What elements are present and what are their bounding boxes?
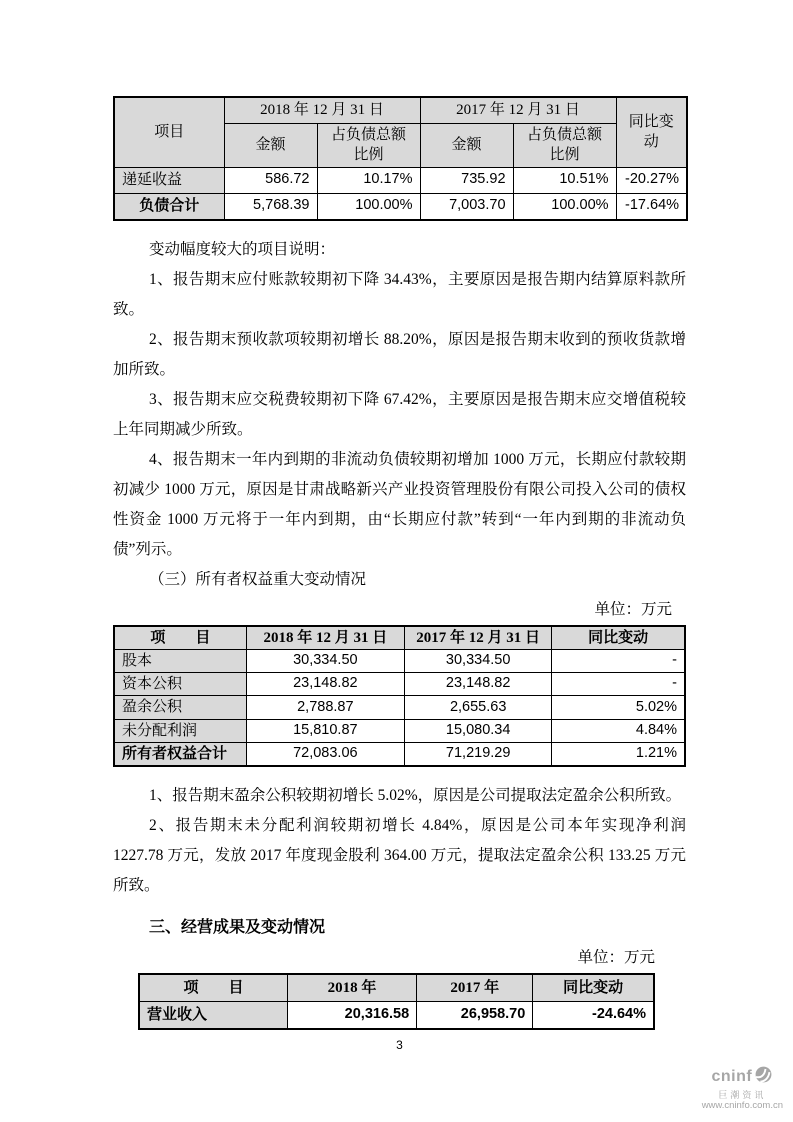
cell-amount-2018: 5,768.39 bbox=[224, 193, 317, 220]
cell-item: 未分配利润 bbox=[114, 719, 246, 742]
cell-yoy: -20.27% bbox=[616, 167, 687, 193]
liabilities-table bbox=[113, 96, 688, 221]
note-paragraph: 3、报告期末应交税费较期初下降 67.42%，主要原因是报告期末应交增值税较上年同期减少所致。 bbox=[113, 390, 686, 438]
header-period-2017: 2017 年 12 月 31 日 bbox=[420, 97, 616, 124]
header-yoy: 同比变动 bbox=[552, 626, 685, 650]
cninfo-logo-caption: 巨潮资讯 bbox=[718, 1089, 767, 1100]
notes-intro: 变动幅度较大的项目说明： bbox=[149, 240, 336, 258]
note-paragraph: 1、报告期末盈余公积较期初增长 5.02%，原因是公司提取法定盈余公积所致。 bbox=[149, 787, 682, 804]
note-paragraph: 4、报告期末一年内到期的非流动负债较期初增加 1000 万元，长期应付款较期初减少 1000 万元，原因是甘肃战略新兴产业投资管理股份有限公司投入公司的债权性资金 1000 万元将于一年内到期，由“长期应付款”转到“一年内到期的非流动负债”列示。 bbox=[113, 450, 686, 558]
cell-item: 盈余公积 bbox=[114, 696, 246, 719]
cell-yoy: 5.02% bbox=[552, 696, 685, 719]
cell-ratio-2017: 100.00% bbox=[513, 193, 616, 220]
table-row bbox=[114, 719, 685, 742]
cell-2018: 2,788.87 bbox=[246, 696, 404, 719]
cell-amount-2018: 586.72 bbox=[224, 167, 317, 193]
cell-yoy: - bbox=[552, 673, 685, 696]
cell-2018: 20,316.58 bbox=[287, 1002, 416, 1030]
subheader-ratio-2017-text: 占负债总额比例 bbox=[527, 127, 603, 164]
cell-ratio-2017: 10.51% bbox=[513, 167, 616, 193]
table-row-total bbox=[114, 193, 687, 220]
cell-2017: 71,219.29 bbox=[405, 742, 552, 766]
cninfo-logo-url: www.cninfo.com.cn bbox=[701, 1100, 783, 1112]
unit-label-results: 单位：万元 bbox=[577, 949, 655, 966]
header-item: 项 目 bbox=[139, 974, 287, 1002]
header-period-2017: 2017 年 12 月 31 日 bbox=[405, 626, 552, 650]
cell-item: 负债合计 bbox=[114, 193, 224, 220]
cninfo-swirl-icon bbox=[754, 1065, 773, 1089]
cell-yoy: 4.84% bbox=[552, 719, 685, 742]
cell-2017: 30,334.50 bbox=[405, 649, 552, 672]
header-yoy: 同比变动 bbox=[533, 974, 654, 1002]
results-table bbox=[138, 973, 655, 1030]
header-2017: 2017 年 bbox=[417, 974, 533, 1002]
cell-2018: 23,148.82 bbox=[246, 673, 404, 696]
table-row bbox=[114, 673, 685, 696]
cell-2018: 72,083.06 bbox=[246, 742, 404, 766]
note-paragraph: 2、报告期末未分配利润较期初增长 4.84%，原因是公司本年实现净利润 1227.78 万元，发放 2017 年度现金股利 364.00 万元，提取法定盈余公积 133.25 万元所致。 bbox=[113, 817, 686, 894]
header-item: 项 目 bbox=[114, 626, 246, 650]
unit-label-equity: 单位：万元 bbox=[594, 600, 672, 618]
header-period-2018: 2018 年 12 月 31 日 bbox=[246, 626, 404, 650]
table-header-row bbox=[114, 626, 685, 650]
cninfo-logo bbox=[702, 1065, 783, 1112]
note-paragraph: 2、报告期末预收款项较期初增长 88.20%，原因是报告期末收到的预收货款增加所致。 bbox=[113, 330, 686, 378]
cninfo-logo-text: cninf bbox=[711, 1068, 753, 1086]
table-row-total bbox=[114, 742, 685, 766]
cell-ratio-2018: 100.00% bbox=[317, 193, 420, 220]
cell-ratio-2018: 10.17% bbox=[317, 167, 420, 193]
cell-2018: 30,334.50 bbox=[246, 649, 404, 672]
cell-2017: 2,655.63 bbox=[405, 696, 552, 719]
cell-yoy: -17.64% bbox=[616, 193, 687, 220]
cell-amount-2017: 7,003.70 bbox=[420, 193, 513, 220]
table-header-row bbox=[139, 974, 654, 1002]
cell-item: 递延收益 bbox=[114, 167, 224, 193]
subheader-amount-2018: 金额 bbox=[224, 124, 317, 168]
cell-item: 营业收入 bbox=[139, 1002, 287, 1030]
header-item: 项目 bbox=[114, 97, 224, 167]
subheader-amount-2017: 金额 bbox=[420, 124, 513, 168]
subheader-ratio-2017 bbox=[513, 124, 616, 168]
cell-item: 所有者权益合计 bbox=[114, 742, 246, 766]
cell-amount-2017: 735.92 bbox=[420, 167, 513, 193]
equity-table bbox=[113, 625, 686, 768]
cell-item: 资本公积 bbox=[114, 673, 246, 696]
header-yoy: 同比变动 bbox=[616, 97, 687, 167]
page-number: 3 bbox=[396, 1038, 403, 1052]
section-title-results: 三、经营成果及变动情况 bbox=[149, 919, 326, 936]
subheader-ratio-2018-text: 占负债总额比例 bbox=[331, 127, 407, 164]
table-row bbox=[139, 1002, 654, 1030]
cell-2018: 15,810.87 bbox=[246, 719, 404, 742]
header-2018: 2018 年 bbox=[287, 974, 416, 1002]
cell-yoy: 1.21% bbox=[552, 742, 685, 766]
table-row bbox=[114, 649, 685, 672]
section-title-equity: （三）所有者权益重大变动情况 bbox=[149, 570, 367, 588]
note-paragraph: 1、报告期末应付账款较期初下降 34.43%，主要原因是报告期内结算原料款所致。 bbox=[113, 270, 686, 318]
subheader-ratio-2018 bbox=[317, 124, 420, 168]
cell-2017: 23,148.82 bbox=[405, 673, 552, 696]
cell-yoy: -24.64% bbox=[533, 1002, 654, 1030]
cell-2017: 15,080.34 bbox=[405, 719, 552, 742]
cell-yoy: - bbox=[552, 649, 685, 672]
cell-2017: 26,958.70 bbox=[417, 1002, 533, 1030]
table-row bbox=[114, 167, 687, 193]
header-period-2018: 2018 年 12 月 31 日 bbox=[224, 97, 420, 124]
cell-item: 股本 bbox=[114, 649, 246, 672]
table-row bbox=[114, 696, 685, 719]
table-header-row bbox=[114, 97, 687, 124]
